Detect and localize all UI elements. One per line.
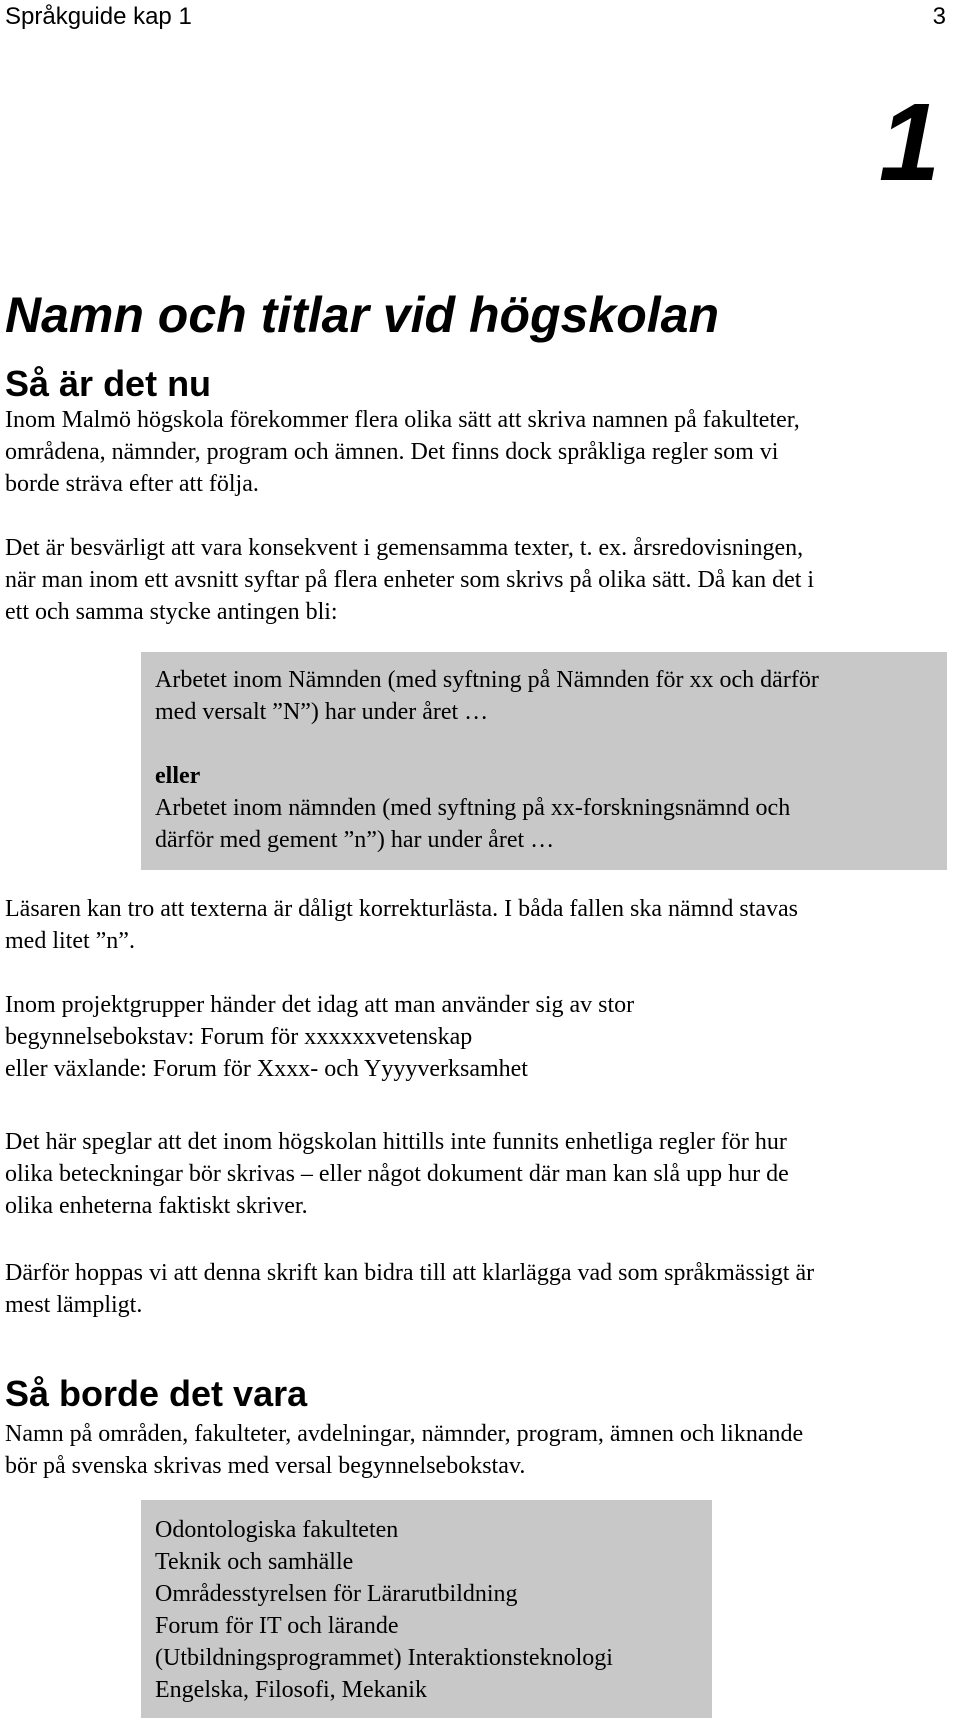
text-line: när man inom ett avsnitt syftar på flera enheter som skrivs på olika sätt. Då kan det i (5, 567, 815, 593)
text-line: bör på svenska skrivas med versal begynnelsebokstav. (5, 1453, 526, 1479)
example-line: Forum för IT och lärande (155, 1613, 399, 1639)
example-line: Engelska, Filosofi, Mekanik (155, 1677, 427, 1703)
paragraph-project-groups (5, 989, 955, 1085)
text-line: olika enheterna faktiskt skriver. (5, 1193, 308, 1219)
example-line: Arbetet inom nämnden (med syftning på xx-forskningsnämnd och (155, 795, 791, 821)
text-line: olika beteckningar bör skrivas – eller något dokument där man kan slå upp hur de (5, 1161, 789, 1187)
text-line: ett och samma stycke antingen bli: (5, 599, 338, 625)
example-line: Odontologiska fakulteten (155, 1517, 399, 1543)
text-line: eller växlande: Forum för Xxxx- och Yyyyverksamhet (5, 1056, 528, 1082)
text-line: områdena, nämnder, program och ämnen. Det finns dock språkliga regler som vi (5, 439, 779, 465)
example-line: Områdesstyrelsen för Lärarutbildning (155, 1581, 518, 1607)
text-line: Inom projektgrupper händer det idag att man använder sig av stor (5, 992, 635, 1018)
paragraph-consistency (5, 532, 955, 628)
text-line: Namn på områden, fakulteter, avdelningar, nämnder, program, ämnen och liknande (5, 1421, 804, 1447)
chapter-number: 1 (878, 81, 940, 204)
text-line: Därför hoppas vi att denna skrift kan bidra till att klarlägga vad som språkmässigt är (5, 1260, 815, 1286)
text-line: mest lämpligt. (5, 1292, 143, 1318)
example-connector: eller (155, 763, 201, 789)
paragraph-proofreading (5, 893, 955, 957)
spacer (155, 728, 947, 760)
section-heading-should-be: Så borde det vara (5, 1373, 308, 1414)
example-line: med versalt ”N”) har under året … (155, 699, 489, 725)
chapter-title: Namn och titlar vid högskolan (5, 287, 719, 343)
example-line: Arbetet inom Nämnden (med syftning på Nämnden för xx och därför (155, 667, 819, 693)
text-line: med litet ”n”. (5, 928, 135, 954)
text-line: begynnelsebokstav: Forum för xxxxxxvetenskap (5, 1024, 473, 1050)
example-line: Teknik och samhälle (155, 1549, 354, 1575)
paragraph-intro (5, 404, 955, 500)
section-heading-current: Så är det nu (5, 363, 212, 404)
paragraph-capitalization-rule (5, 1418, 955, 1482)
text-line: borde sträva efter att följa. (5, 471, 259, 497)
running-title: Språkguide kap 1 (5, 3, 192, 30)
example-box-correct (141, 1500, 712, 1718)
example-box-inconsistent (141, 652, 947, 870)
text-line: Läsaren kan tro att texterna är dåligt korrekturlästa. I båda fallen ska nämnd stavas (5, 896, 799, 922)
text-line: Inom Malmö högskola förekommer flera olika sätt att skriva namnen på fakulteter, (5, 407, 800, 433)
example-line: därför med gement ”n”) har under året … (155, 827, 555, 853)
text-line: Det här speglar att det inom högskolan hittills inte funnits enhetliga regler för hur (5, 1129, 787, 1155)
paragraph-purpose (5, 1257, 955, 1321)
text-line: Det är besvärligt att vara konsekvent i gemensamma texter, t. ex. årsredovisningen, (5, 535, 804, 561)
example-line: (Utbildningsprogrammet) Interaktionsteknologi (155, 1645, 613, 1671)
page-number: 3 (932, 3, 946, 30)
paragraph-no-rules (5, 1126, 955, 1222)
